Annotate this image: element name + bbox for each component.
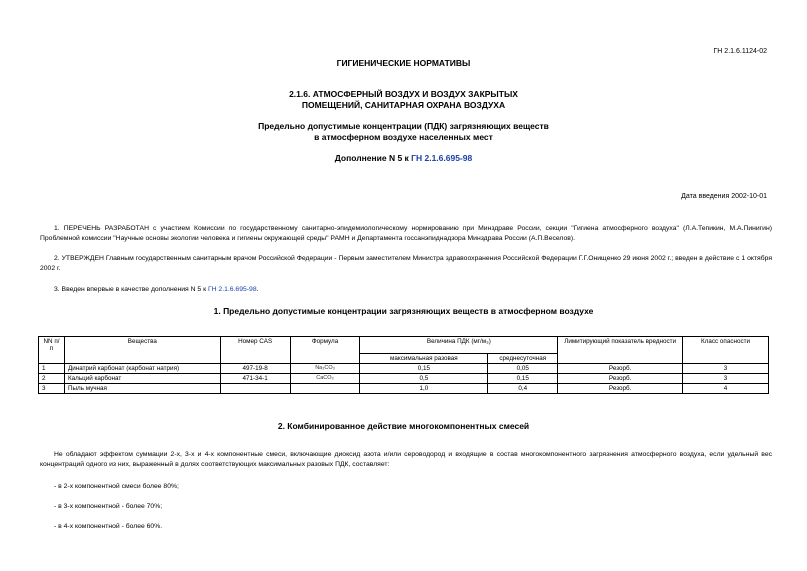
section-heading-line2: ПОМЕЩЕНИЙ, САНИТАРНАЯ ОХРАНА ВОЗДУХА — [301, 100, 506, 110]
section-heading — [0, 89, 807, 111]
list-item: - в 2-х компонентной смеси более 80%; — [54, 483, 179, 490]
header-daily: среднесуточная — [488, 354, 558, 364]
paragraph-2 — [40, 254, 772, 274]
paragraph-4-text: Не обладают эффектом суммации 2-х, 3-х и 4-х компонентные смеси, включающие диоксид азота и/или сероводород и входящие в состав многокомпонентного загрязнения атмосферного воздуха, если удельный вес концентраций одного из них, выраженный в долях соответствующих максимальных разовых ПДК, составляет: — [40, 451, 772, 468]
paragraph-4 — [40, 450, 772, 470]
header-pdk: Величина ПДК (мг/м₃) — [360, 337, 558, 354]
list-item: - в 3-х компонентной - более 70%; — [54, 503, 163, 510]
cell-class: 3 — [683, 364, 769, 374]
cell-nn: 3 — [39, 384, 65, 394]
table-row — [39, 384, 769, 394]
cell-formula: Na₂CO₃ — [290, 364, 360, 374]
paragraph-3-suffix: . — [256, 286, 259, 293]
addition-link[interactable]: ГН 2.1.6.695-98 — [411, 153, 473, 163]
cell-daily: 0,15 — [488, 374, 558, 384]
cell-daily: 0,4 — [488, 384, 558, 394]
table2-title: 2. Комбинированное действие многокомпонентных смесей — [277, 421, 530, 431]
main-heading: ГИГИЕНИЧЕСКИЕ НОРМАТИВЫ — [336, 58, 471, 68]
cell-cas — [220, 384, 290, 394]
cell-substance: Пыль мучная — [64, 384, 220, 394]
paragraph-1 — [40, 224, 772, 244]
document-title-line2: в атмосферном воздухе населенных мест — [314, 132, 493, 142]
cell-indicator: Резорб. — [558, 384, 683, 394]
cell-substance: Динатрий карбонат (карбонат натрия) — [64, 364, 220, 374]
cell-substance: Кальций карбонат — [64, 374, 220, 384]
cell-max: 0,15 — [360, 364, 488, 374]
cell-cas: 497-19-8 — [220, 364, 290, 374]
header-substance: Вещества — [64, 337, 220, 364]
cell-cas: 471-34-1 — [220, 374, 290, 384]
header-indicator: Лимитирующий показатель вредности — [558, 337, 683, 364]
paragraph-1-text: 1. ПЕРЕЧЕНЬ РАЗРАБОТАН с участием Комиссии по государственному санитарно-эпидемиологическому нормированию при Минздраве России, секции "Гигиена атмосферного воздуха" (Л.А.Тепикин, М.А.Пинигин) Проблемной комиссии "Научные основы экологии человека и гигиены окружающей среды" РАМН и Департамента госсанэпиднадзора Минздрава России (А.П.Веселов). — [40, 225, 772, 242]
intro-date: Дата введения 2002-10-01 — [681, 193, 767, 200]
cell-indicator: Резорб. — [558, 364, 683, 374]
paragraph-2-text: 2. УТВЕРЖДЕН Главным государственным санитарным врачом Российской Федерации - Первым заместителем Министра здравоохранения Российской Федерации Г.Г.Онищенко 29 июня 2002 г.; введен в действие с 1 октября 2002 г. — [40, 255, 772, 272]
cell-indicator: Резорб. — [558, 374, 683, 384]
cell-nn: 1 — [39, 364, 65, 374]
header-nn: NN п/п — [39, 337, 65, 364]
header-formula: Формула — [290, 337, 360, 364]
paragraph-3 — [40, 285, 772, 295]
addition-prefix: Дополнение N 5 к — [334, 153, 412, 163]
cell-class: 4 — [683, 384, 769, 394]
cell-formula: CaCO₃ — [290, 374, 360, 384]
table-row — [39, 364, 769, 374]
cell-max: 0,5 — [360, 374, 488, 384]
document-title — [0, 121, 807, 143]
paragraph-3-link[interactable]: ГН 2.1.6.695-98 — [207, 286, 257, 293]
table1-title: 1. Предельно допустимые концентрации загрязняющих веществ в атмосферном воздухе — [213, 306, 594, 316]
header-max: максимальная разовая — [360, 354, 488, 364]
header-cas: Номер CAS — [220, 337, 290, 364]
cell-max: 1,0 — [360, 384, 488, 394]
cell-formula — [290, 384, 360, 394]
section-heading-line1: 2.1.6. АТМОСФЕРНЫЙ ВОЗДУХ И ВОЗДУХ ЗАКРЫТЫХ — [289, 89, 518, 99]
table-row — [39, 374, 769, 384]
paragraph-3-prefix: 3. Введен впервые в качестве дополнения N 5 к — [54, 286, 208, 293]
header-class: Класс опасности — [683, 337, 769, 364]
cell-class: 3 — [683, 374, 769, 384]
addition-heading — [0, 153, 807, 163]
cell-nn: 2 — [39, 374, 65, 384]
pdk-table — [38, 336, 769, 394]
cell-daily: 0,05 — [488, 364, 558, 374]
document-title-line1: Предельно допустимые концентрации (ПДК) загрязняющих веществ — [258, 121, 549, 131]
document-code: ГН 2.1.6.1124-02 — [713, 48, 767, 55]
list-item: - в 4-х компонентной - более 60%. — [54, 523, 163, 530]
